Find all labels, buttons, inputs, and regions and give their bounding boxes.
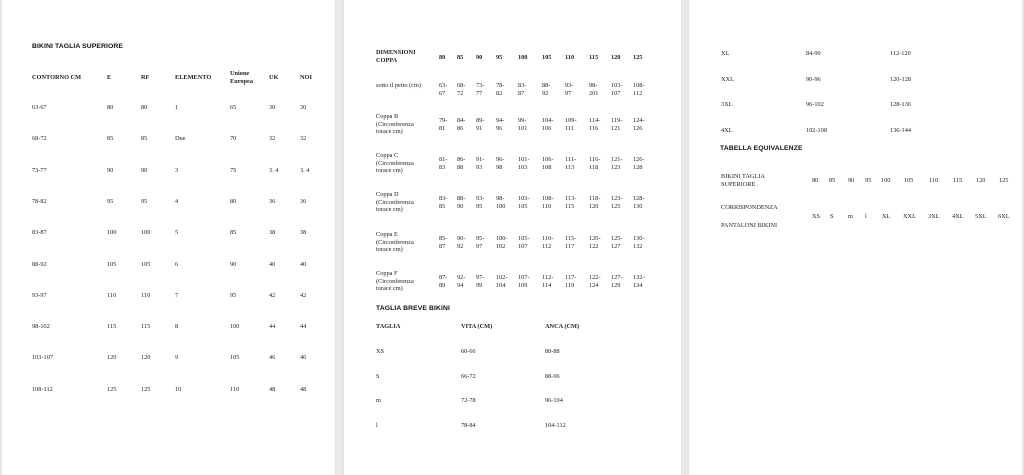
table-cell: Coppa F (Circonferenza torace cm) [376, 270, 414, 293]
table-cell: m [376, 397, 381, 404]
table-cell: 40 [269, 260, 276, 268]
row-label: CORRISPONDENZA [721, 204, 778, 211]
table-cell: 104- 106 [542, 117, 554, 132]
table-cell: 3. 4 [300, 166, 310, 174]
page-2 [344, 0, 681, 475]
row-label: BIKINI TAGLIA SUPERIORE [721, 173, 765, 188]
table-cell: 105- 107 [518, 235, 530, 250]
table-cell: 5XL [975, 213, 987, 220]
table-cell: 66-72 [461, 372, 476, 380]
table-cell: 111- 113 [565, 156, 577, 171]
table-cell: 83-87 [32, 229, 47, 237]
table-cell: 96-104 [545, 397, 563, 404]
table-cell: 100 [141, 229, 151, 237]
table-cell: 95 [865, 177, 872, 184]
table-cell: 6XL [998, 213, 1010, 220]
table-cell: 4XL [952, 213, 964, 220]
section-title: BIKINI TAGLIA SUPERIORE [32, 43, 124, 50]
table-cell: l [376, 421, 378, 429]
table-cell: Coppa B (Circonferenza torace cm) [376, 113, 414, 136]
table-cell: 102-108 [806, 126, 827, 134]
table-cell: 105 [107, 260, 117, 268]
table-cell: 80 [812, 177, 819, 184]
table-cell: 60-66 [461, 348, 476, 355]
table-cell: 88-96 [545, 372, 560, 380]
table-cell: XS [812, 213, 821, 220]
table-cell: 32 [300, 135, 307, 143]
table-cell: 127- 129 [611, 274, 623, 289]
table-cell: 38 [300, 229, 307, 237]
table-cell: 93- 97 [565, 82, 574, 97]
row-label: PANTALONI BIKINI [721, 222, 778, 229]
table-cell: 68- 72 [457, 82, 466, 97]
section-title: TAGLIA BREVE BIKINI [376, 305, 451, 312]
table-cell: 95 [141, 197, 148, 205]
column-header: UK [269, 74, 279, 81]
table-cell: 117- 119 [565, 274, 577, 289]
column-header: 110 [565, 54, 575, 61]
table-cell: 107- 109 [518, 274, 530, 289]
table-cell: 73- 77 [476, 82, 485, 97]
column-header: 95 [496, 54, 503, 61]
table-cell: 108- 110 [542, 195, 554, 210]
table-cell: 95 [107, 197, 114, 205]
column-header: 80 [439, 54, 446, 61]
table-cell: 103- 107 [611, 82, 623, 97]
table-cell: 110 [929, 177, 939, 184]
table-cell: 98- 100 [496, 195, 506, 210]
table-cell: 5 [175, 229, 179, 237]
table-cell: 96-102 [806, 101, 824, 108]
table-cell: m [848, 213, 853, 220]
table-cell: 99- 101 [518, 117, 528, 132]
table-cell: 110- 112 [542, 235, 554, 250]
table-cell: 95 [230, 291, 237, 299]
column-header: DIMENSIONI COPPA [376, 49, 416, 64]
table-cell: 48 [300, 385, 307, 393]
table-cell: 120-128 [890, 75, 911, 83]
table-cell: 85 [829, 177, 836, 184]
table-cell: 110 [107, 291, 117, 299]
table-cell: 30 [269, 104, 276, 111]
table-cell: XS [376, 348, 385, 355]
table-cell: 44 [269, 323, 276, 331]
table-cell: 100 [881, 177, 891, 184]
table-cell: 10 [175, 385, 182, 393]
table-cell: 38 [269, 229, 276, 237]
table-cell: 42 [300, 291, 307, 299]
table-cell: 108- 112 [633, 82, 645, 97]
table-cell: 121- 123 [611, 156, 623, 171]
table-cell: 102- 104 [496, 274, 508, 289]
table-cell: 115 [141, 323, 151, 331]
table-cell: l [865, 213, 867, 220]
table-cell: 91- 93 [476, 156, 485, 171]
table-cell: 90-96 [806, 75, 821, 83]
table-cell: 42 [269, 291, 276, 299]
table-cell: 103-107 [32, 354, 53, 362]
table-cell: Coppa E (Circonferenza torace cm) [376, 231, 414, 254]
table-cell: 75 [230, 166, 237, 174]
table-cell: XL [882, 213, 891, 220]
column-header: Unione Europea [230, 70, 253, 85]
table-cell: 84-90 [806, 50, 821, 57]
section-title: TABELLA EQUIVALENZE [720, 145, 803, 152]
table-cell: 105 [141, 260, 151, 268]
table-cell: 36 [300, 197, 307, 205]
table-cell: sotto il petto (cm) [376, 82, 421, 89]
column-header: NOI [300, 74, 312, 81]
table-cell: 128-136 [890, 101, 911, 108]
table-cell: 30 [300, 104, 307, 111]
table-cell: 78- 82 [496, 82, 505, 97]
table-cell: 113- 115 [565, 195, 577, 210]
page-3 [689, 0, 1022, 475]
table-cell: 89- 91 [476, 117, 485, 132]
table-cell: 95- 97 [476, 235, 485, 250]
table-cell: 115- 117 [565, 235, 577, 250]
column-header: 125 [633, 54, 643, 61]
table-cell: 93-97 [32, 291, 47, 299]
table-cell: 90- 92 [457, 235, 466, 250]
table-cell: 65 [230, 104, 237, 111]
table-cell: 32 [269, 135, 276, 143]
table-cell: 3XL [928, 213, 940, 220]
column-header: E [107, 74, 112, 81]
table-cell: 78-82 [32, 197, 47, 205]
column-header: 100 [518, 54, 528, 61]
table-cell: 110 [141, 291, 151, 299]
table-cell: 136-144 [890, 126, 911, 134]
column-header: 85 [457, 54, 464, 61]
table-cell: 83- 85 [439, 195, 448, 210]
table-cell: 46 [269, 354, 276, 362]
table-cell: 106- 108 [542, 156, 554, 171]
table-cell: 90 [848, 177, 855, 184]
table-cell: 105 [230, 354, 240, 362]
table-cell: 73-77 [32, 166, 47, 174]
table-cell: 7 [175, 291, 179, 299]
column-header: 115 [589, 54, 599, 61]
table-cell: 130- 132 [633, 235, 645, 250]
table-cell: XXL [721, 75, 734, 83]
table-cell: 110 [230, 385, 240, 393]
table-cell: 105 [904, 177, 914, 184]
table-cell: 98-102 [32, 323, 50, 331]
table-cell: 120 [141, 354, 151, 362]
table-cell: 80-88 [545, 348, 560, 355]
column-header: VITA (CM) [461, 323, 493, 330]
table-cell: 100- 102 [496, 235, 508, 250]
table-cell: 108-112 [32, 385, 53, 393]
table-cell: 112- 114 [542, 274, 554, 289]
column-header: RF [141, 74, 150, 81]
table-cell: 86- 88 [457, 156, 466, 171]
table-cell: 36 [269, 197, 276, 205]
table-cell: 125 [141, 385, 151, 393]
table-cell: 98- 201 [589, 82, 599, 97]
table-cell: 8 [175, 323, 179, 331]
table-cell: 1 [175, 104, 179, 111]
table-cell: 104-112 [545, 421, 566, 429]
table-cell: 123- 125 [611, 195, 623, 210]
table-cell: 115 [107, 323, 117, 331]
table-cell: 79- 81 [439, 117, 448, 132]
table-cell: Due [175, 135, 186, 143]
table-cell: 9 [175, 354, 179, 362]
table-cell: 126- 128 [633, 156, 645, 171]
table-cell: 80 [230, 197, 237, 205]
table-cell: 114- 116 [589, 117, 601, 132]
column-header: 120 [611, 54, 621, 61]
table-cell: 94- 96 [496, 117, 505, 132]
table-cell: 44 [300, 323, 307, 331]
page-1 [2, 0, 335, 475]
table-cell: 96- 98 [496, 156, 505, 171]
table-cell: 118- 120 [589, 195, 601, 210]
table-cell: 3. 4 [269, 166, 279, 174]
table-cell: 72-78 [461, 397, 476, 404]
table-cell: 87- 89 [439, 274, 448, 289]
table-cell: 46 [300, 354, 307, 362]
table-cell: 120- 122 [589, 235, 601, 250]
table-cell: XL [721, 50, 730, 57]
table-cell: 103- 105 [518, 195, 530, 210]
table-cell: 3XL [721, 101, 733, 108]
table-cell: 88- 90 [457, 195, 466, 210]
table-cell: 90 [107, 166, 114, 174]
table-cell: 68-72 [32, 135, 47, 143]
table-cell: 100 [230, 323, 240, 331]
table-cell: 63-67 [32, 104, 47, 111]
column-header: 90 [476, 54, 483, 61]
table-cell: 93- 95 [476, 195, 485, 210]
table-cell: 120 [107, 354, 117, 362]
table-cell: 97- 99 [476, 274, 485, 289]
table-cell: 101- 103 [518, 156, 530, 171]
table-cell: 88-92 [32, 260, 47, 268]
table-cell: 81- 83 [439, 156, 448, 171]
table-cell: 3 [175, 166, 179, 174]
column-header: 105 [542, 54, 552, 61]
table-cell: 90 [230, 260, 237, 268]
table-cell: 109- 111 [565, 117, 577, 132]
table-cell: 80 [107, 104, 114, 111]
column-header: CONTORNO CM [32, 74, 82, 81]
table-cell: S [830, 213, 834, 220]
table-cell: 125 [999, 177, 1009, 184]
table-cell: 92- 94 [457, 274, 466, 289]
table-cell: 128- 130 [633, 195, 645, 210]
table-cell: 124- 126 [633, 117, 645, 132]
table-cell: 85 [230, 229, 237, 237]
table-cell: Coppa C (Circonferenza torace cm) [376, 152, 414, 175]
table-cell: 119- 121 [611, 117, 623, 132]
table-cell: 125 [107, 385, 117, 393]
table-cell: 63- 67 [439, 82, 448, 97]
table-cell: 80 [141, 104, 148, 111]
table-cell: 100 [107, 229, 117, 237]
table-cell: 116- 118 [589, 156, 601, 171]
table-cell: 132- 134 [633, 274, 645, 289]
table-cell: 85- 87 [439, 235, 448, 250]
table-cell: 112-120 [890, 50, 911, 57]
table-cell: 125- 127 [611, 235, 623, 250]
table-cell: 85 [107, 135, 114, 143]
table-cell: 84- 86 [457, 117, 466, 132]
table-cell: XXL [903, 213, 916, 220]
table-cell: 6 [175, 260, 179, 268]
table-cell: 70 [230, 135, 237, 143]
column-header: ANCA (CM) [545, 323, 580, 330]
table-cell: 90 [141, 166, 148, 174]
table-cell: 40 [300, 260, 307, 268]
table-cell: 122- 124 [589, 274, 601, 289]
table-cell: 115 [953, 177, 963, 184]
column-header: TAGLIA [376, 323, 401, 330]
table-cell: S [376, 372, 380, 380]
table-cell: 85 [141, 135, 148, 143]
column-header: ELEMENTO [175, 74, 212, 81]
table-cell: 78-84 [461, 421, 476, 429]
table-cell: 120 [976, 177, 986, 184]
table-cell: 4XL [721, 126, 733, 134]
table-cell: Coppa D (Circonferenza torace cm) [376, 191, 414, 214]
table-cell: 4 [175, 197, 179, 205]
table-cell: 83- 87 [518, 82, 527, 97]
table-cell: 48 [269, 385, 276, 393]
table-cell: 88- 92 [542, 82, 551, 97]
